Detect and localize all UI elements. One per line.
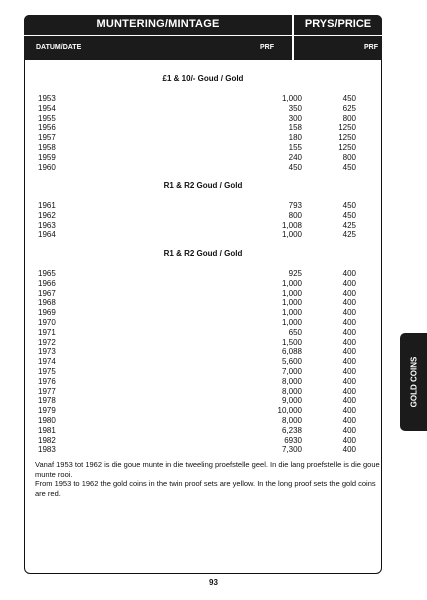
price-cell: 400 xyxy=(342,445,356,455)
table-row xyxy=(24,94,382,104)
mintage-cell: 8,000 xyxy=(281,376,302,386)
year-cell: 1983 xyxy=(38,445,56,455)
section-rows xyxy=(24,269,382,455)
year-cell: 1953 xyxy=(38,94,56,103)
price-cell: 1250 xyxy=(338,142,356,152)
note-afrikaans: Vanaf 1953 tot 1962 is die goue munte in die tweeling proefstelle geel. In die lang proefstelle is die goue munte rooi. xyxy=(35,460,380,479)
section-rand-gold-2 xyxy=(24,248,382,455)
section-rows xyxy=(24,201,382,240)
price-cell: 450 xyxy=(342,94,356,103)
price-cell: 400 xyxy=(342,376,356,386)
price-prf-label: PRF xyxy=(364,44,378,51)
year-cell: 1955 xyxy=(38,113,56,123)
year-cell: 1977 xyxy=(38,386,56,396)
mintage-prf-label: PRF xyxy=(260,44,274,51)
table-row xyxy=(24,338,382,348)
table-row xyxy=(24,347,382,357)
table-header xyxy=(24,15,382,60)
mintage-cell: 1,500 xyxy=(281,337,302,347)
year-cell: 1967 xyxy=(38,288,56,298)
mintage-cell: 6,088 xyxy=(281,347,302,357)
table-row xyxy=(24,153,382,163)
price-cell: 400 xyxy=(342,308,356,318)
price-cell: 400 xyxy=(342,327,356,337)
year-cell: 1975 xyxy=(38,366,56,376)
price-cell: 425 xyxy=(342,230,356,240)
section-pound-gold xyxy=(24,73,382,172)
mintage-cell: 1,000 xyxy=(281,278,302,288)
year-cell: 1962 xyxy=(38,210,56,220)
year-cell: 1969 xyxy=(38,308,56,318)
mintage-cell: 1,000 xyxy=(281,230,302,240)
price-cell: 400 xyxy=(342,406,356,416)
year-cell: 1973 xyxy=(38,347,56,357)
table-row xyxy=(24,211,382,221)
mintage-cell: 925 xyxy=(288,269,302,278)
mintage-cell: 10,000 xyxy=(277,406,302,416)
table-row xyxy=(24,114,382,124)
year-cell: 1961 xyxy=(38,201,56,210)
price-cell: 400 xyxy=(342,347,356,357)
year-cell: 1979 xyxy=(38,406,56,416)
year-cell: 1978 xyxy=(38,396,56,406)
price-cell: 400 xyxy=(342,317,356,327)
mintage-cell: 1,000 xyxy=(281,288,302,298)
price-cell: 400 xyxy=(342,396,356,406)
mintage-cell: 240 xyxy=(288,152,302,162)
table-row xyxy=(24,318,382,328)
price-cell: 400 xyxy=(342,298,356,308)
price-cell: 400 xyxy=(342,386,356,396)
year-cell: 1959 xyxy=(38,152,56,162)
mintage-cell: 7,000 xyxy=(281,366,302,376)
year-cell: 1980 xyxy=(38,415,56,425)
year-cell: 1954 xyxy=(38,103,56,113)
table-row xyxy=(24,289,382,299)
year-cell: 1957 xyxy=(38,133,56,143)
price-cell: 400 xyxy=(342,366,356,376)
year-cell: 1972 xyxy=(38,337,56,347)
table-row xyxy=(24,436,382,446)
mintage-cell: 1,000 xyxy=(281,298,302,308)
year-cell: 1964 xyxy=(38,230,56,240)
table-row xyxy=(24,406,382,416)
year-cell: 1958 xyxy=(38,142,56,152)
price-cell: 800 xyxy=(342,152,356,162)
price-cell: 400 xyxy=(342,357,356,367)
price-cell: 1250 xyxy=(338,133,356,143)
year-cell: 1966 xyxy=(38,278,56,288)
mintage-cell: 1,000 xyxy=(281,317,302,327)
table-row xyxy=(24,133,382,143)
table-row xyxy=(24,308,382,318)
price-cell: 400 xyxy=(342,435,356,445)
table-row xyxy=(24,230,382,240)
price-cell: 625 xyxy=(342,103,356,113)
section-title: R1 & R2 Goud / Gold xyxy=(163,181,243,190)
mintage-cell: 1,000 xyxy=(281,94,302,103)
year-cell: 1956 xyxy=(38,123,56,133)
table-row xyxy=(24,357,382,367)
mintage-title: MUNTERING/MINTAGE xyxy=(96,18,220,30)
table-row xyxy=(24,143,382,153)
price-cell: 450 xyxy=(342,201,356,210)
price-cell: 400 xyxy=(342,269,356,278)
mintage-cell: 300 xyxy=(288,113,302,123)
table-row xyxy=(24,163,382,173)
price-cell: 450 xyxy=(342,162,356,172)
price-cell: 1250 xyxy=(338,123,356,133)
price-cell: 400 xyxy=(342,278,356,288)
price-cell: 450 xyxy=(342,210,356,220)
price-cell: 400 xyxy=(342,288,356,298)
table-row xyxy=(24,396,382,406)
mintage-cell: 6,238 xyxy=(281,425,302,435)
year-cell: 1965 xyxy=(38,269,56,278)
year-cell: 1968 xyxy=(38,298,56,308)
table-row xyxy=(24,269,382,279)
mintage-cell: 650 xyxy=(288,327,302,337)
mintage-cell: 9,000 xyxy=(281,396,302,406)
section-title: £1 & 10/- Goud / Gold xyxy=(162,74,244,83)
table-row xyxy=(24,328,382,338)
date-column-label: DATUM/DATE xyxy=(36,44,82,51)
mintage-cell: 350 xyxy=(288,103,302,113)
side-tab-label: GOLD COINS xyxy=(409,356,418,408)
year-cell: 1971 xyxy=(38,327,56,337)
year-cell: 1981 xyxy=(38,425,56,435)
table-row xyxy=(24,367,382,377)
mintage-cell: 800 xyxy=(288,210,302,220)
table-row xyxy=(24,445,382,455)
section-title: R1 & R2 Goud / Gold xyxy=(163,249,243,258)
year-cell: 1960 xyxy=(38,162,56,172)
price-cell: 400 xyxy=(342,337,356,347)
table-row xyxy=(24,426,382,436)
price-title: PRYS/PRICE xyxy=(304,18,372,30)
footnote xyxy=(35,460,380,498)
page-number: 93 xyxy=(209,578,218,587)
section-rand-gold-1 xyxy=(24,180,382,240)
table-row xyxy=(24,387,382,397)
table-row xyxy=(24,201,382,211)
year-cell: 1963 xyxy=(38,220,56,230)
table-row xyxy=(24,221,382,231)
year-cell: 1970 xyxy=(38,317,56,327)
mintage-cell: 5,600 xyxy=(281,357,302,367)
mintage-cell: 793 xyxy=(288,201,302,210)
table-row xyxy=(24,104,382,114)
price-cell: 425 xyxy=(342,220,356,230)
mintage-cell: 8,000 xyxy=(281,386,302,396)
section-rows xyxy=(24,94,382,172)
price-cell: 800 xyxy=(342,113,356,123)
mintage-cell: 450 xyxy=(288,162,302,172)
mintage-cell: 7,300 xyxy=(281,445,302,455)
side-tab xyxy=(400,333,427,431)
table-row xyxy=(24,377,382,387)
price-cell: 400 xyxy=(342,415,356,425)
note-english: From 1953 to 1962 the gold coins in the twin proof sets are yellow. In the long proof sets the gold coins are red. xyxy=(35,479,376,498)
year-cell: 1982 xyxy=(38,435,56,445)
mintage-cell: 158 xyxy=(288,123,302,133)
mintage-cell: 8,000 xyxy=(281,415,302,425)
table-row xyxy=(24,123,382,133)
year-cell: 1976 xyxy=(38,376,56,386)
mintage-cell: 6930 xyxy=(284,435,302,445)
mintage-cell: 1,000 xyxy=(281,308,302,318)
header-separator xyxy=(24,35,382,36)
table-row xyxy=(24,416,382,426)
table-row xyxy=(24,298,382,308)
price-cell: 400 xyxy=(342,425,356,435)
mintage-cell: 1,008 xyxy=(281,220,302,230)
year-cell: 1974 xyxy=(38,357,56,367)
mintage-cell: 155 xyxy=(288,142,302,152)
table-row xyxy=(24,279,382,289)
mintage-cell: 180 xyxy=(288,133,302,143)
